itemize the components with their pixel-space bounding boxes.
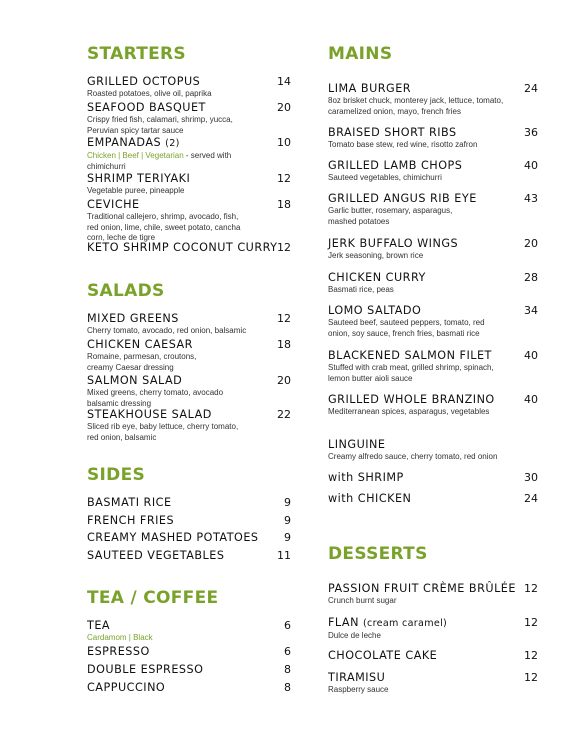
sides-title: SIDES — [87, 465, 146, 485]
item-description: Creamy alfredo sauce, cherry tomato, red onion — [328, 452, 498, 461]
menu-item — [87, 681, 291, 694]
item-description: Crispy fried fish, calamari, shrimp, yucca, — [87, 115, 233, 124]
menu-item — [87, 198, 291, 243]
item-description: corn, leche de tigre — [87, 233, 156, 243]
item-name — [328, 649, 538, 662]
menu-item — [87, 136, 291, 171]
item-description: creamy Caesar dressing — [87, 362, 174, 372]
item-name-text: MIXED GREENS — [87, 312, 179, 325]
item-name-text: JERK BUFFALO WINGS — [328, 237, 459, 250]
item-name — [328, 192, 538, 205]
item-name-text: BLACKENED SALMON FILET — [328, 349, 492, 362]
item-description: Basmati rice, peas — [328, 285, 394, 294]
item-description: Mediterranean spices, asparagus, vegetables — [328, 407, 490, 416]
menu-item — [328, 271, 538, 295]
item-description: red onion, lime, chile, sweet potato, cancha — [87, 222, 241, 232]
item-description: chimichurri — [87, 161, 126, 171]
item-options — [87, 633, 291, 643]
item-price: 14 — [277, 75, 291, 88]
item-name — [87, 514, 291, 527]
menu-item — [87, 374, 291, 408]
item-price: 11 — [277, 549, 291, 562]
item-description: Dulce de leche — [328, 631, 381, 640]
menu-item — [87, 338, 291, 372]
item-price: 6 — [284, 619, 291, 632]
item-price: 30 — [524, 471, 538, 484]
item-name-text: EMPANADAS — [87, 136, 162, 149]
item-description: Jerk seasoning, brown rice — [328, 251, 424, 260]
menu-item — [328, 82, 538, 116]
item-description: Tomato base stew, red wine, risotto zafron — [328, 140, 478, 149]
item-description: red onion, balsamic — [87, 432, 157, 442]
item-name — [328, 159, 538, 172]
salads-title: SALADS — [87, 281, 165, 301]
item-name — [87, 531, 291, 544]
item-name — [328, 492, 538, 505]
item-description: Sauteed beef, sauteed peppers, tomato, red — [328, 318, 485, 327]
menu-item — [328, 126, 538, 150]
item-name-text: SEAFOOD BASQUET — [87, 101, 206, 114]
item-name-text: LOMO SALTADO — [328, 304, 422, 317]
item-price: 12 — [277, 312, 291, 325]
menu-item — [87, 241, 291, 254]
mains-title: MAINS — [328, 44, 393, 64]
item-price: 12 — [524, 649, 538, 662]
menu-item — [87, 172, 291, 196]
item-name-text: BRAISED SHORT RIBS — [328, 126, 457, 139]
item-name — [328, 82, 538, 95]
item-price: 40 — [524, 159, 538, 172]
item-price: 18 — [277, 198, 291, 211]
menu-item — [87, 619, 291, 643]
item-name — [87, 136, 291, 150]
item-name-text: GRILLED WHOLE BRANZINO — [328, 393, 495, 406]
item-price: 22 — [277, 408, 291, 421]
item-description: Romaine, parmesan, croutons, — [87, 352, 197, 361]
item-name — [328, 237, 538, 250]
menu-item — [87, 531, 291, 544]
item-name-text: LIMA BURGER — [328, 82, 412, 95]
item-name — [87, 101, 291, 114]
item-price: 34 — [524, 304, 538, 317]
item-price: 9 — [284, 514, 291, 527]
item-qualifier: (2) — [165, 138, 180, 149]
item-options — [87, 151, 291, 161]
item-description: Raspberry sauce — [328, 685, 389, 694]
item-name — [328, 393, 538, 406]
menu-item — [328, 304, 538, 338]
item-description: Roasted potatoes, olive oil, paprika — [87, 89, 212, 98]
item-name — [328, 349, 538, 362]
item-name — [87, 312, 291, 325]
item-price: 9 — [284, 531, 291, 544]
item-price: 20 — [277, 101, 291, 114]
menu-item — [328, 671, 538, 695]
item-name-text: SALMON SALAD — [87, 374, 183, 387]
item-name — [328, 438, 538, 451]
desserts-title: DESSERTS — [328, 544, 428, 564]
menu-item — [328, 438, 538, 462]
item-name — [87, 408, 291, 421]
item-name-text: GRILLED LAMB CHOPS — [328, 159, 463, 172]
item-price: 12 — [277, 172, 291, 185]
item-price: 40 — [524, 349, 538, 362]
item-name-text: LINGUINE — [328, 438, 386, 451]
item-price: 10 — [277, 136, 291, 149]
item-name-text: with SHRIMP — [328, 471, 404, 484]
menu-item — [328, 237, 538, 261]
item-name-text: KETO SHRIMP COCONUT CURRY — [87, 241, 278, 254]
item-name-text: PASSION FRUIT CRÈME BRÛLÉE — [328, 582, 516, 595]
item-price: 8 — [284, 663, 291, 676]
item-name-text: TIRAMISU — [328, 671, 386, 684]
item-name — [328, 671, 538, 684]
item-price: 36 — [524, 126, 538, 139]
item-name — [328, 304, 538, 317]
item-description: Sliced rib eye, baby lettuce, cherry tomato, — [87, 422, 239, 431]
item-name — [87, 645, 291, 658]
item-name-text: BASMATI RICE — [87, 496, 172, 509]
item-price: 24 — [524, 82, 538, 95]
menu-item — [87, 549, 291, 562]
menu-item — [87, 663, 291, 676]
item-description: Traditional callejero, shrimp, avocado, fish, — [87, 212, 239, 221]
menu-item — [87, 312, 291, 336]
item-description: balsamic dressing — [87, 398, 152, 408]
item-name — [328, 616, 538, 630]
item-name — [328, 126, 538, 139]
item-price: 12 — [524, 616, 538, 629]
menu-item — [328, 192, 538, 226]
item-description: lemon butter aioli sauce — [328, 373, 413, 383]
item-name-text: CHICKEN CURRY — [328, 271, 426, 284]
menu-item — [328, 393, 538, 417]
item-description: Vegetable puree, pineapple — [87, 186, 185, 195]
item-price: 9 — [284, 496, 291, 509]
menu-item — [328, 471, 538, 484]
item-name-text: STEAKHOUSE SALAD — [87, 408, 212, 421]
item-name-text: SAUTEED VEGETABLES — [87, 549, 225, 562]
item-name — [328, 471, 538, 484]
item-name-text: GRILLED ANGUS RIB EYE — [328, 192, 477, 205]
item-price: 20 — [524, 237, 538, 250]
item-name-text: GRILLED OCTOPUS — [87, 75, 201, 88]
starters-title: STARTERS — [87, 44, 186, 64]
item-name-text: FRENCH FRIES — [87, 514, 175, 527]
item-name-text: SHRIMP TERIYAKI — [87, 172, 191, 185]
item-name-text: CAPPUCCINO — [87, 681, 166, 694]
item-name — [87, 241, 291, 254]
item-description: Peruvian spicy tartar sauce — [87, 125, 184, 135]
item-price: 18 — [277, 338, 291, 351]
item-name-text: CREAMY MASHED POTATOES — [87, 531, 259, 544]
item-description: Mixed greens, cherry tomato, avocado — [87, 388, 224, 397]
item-name-text: TEA — [87, 619, 111, 632]
menu-item — [87, 101, 291, 135]
menu-item — [87, 645, 291, 658]
item-name-text: CHOCOLATE CAKE — [328, 649, 438, 662]
item-name — [87, 496, 291, 509]
item-price: 28 — [524, 271, 538, 284]
item-name — [87, 681, 291, 694]
menu-item — [328, 492, 538, 505]
item-description: onion, soy sauce, french fries, basmati rice — [328, 328, 480, 338]
item-options-text: Cardamom | Black — [87, 633, 153, 642]
item-description: Garlic butter, rosemary, asparagus, — [328, 206, 453, 215]
item-name — [87, 338, 291, 351]
item-name — [87, 663, 291, 676]
item-name-text: CEVICHE — [87, 198, 140, 211]
item-name-text: ESPRESSO — [87, 645, 150, 658]
menu-item — [328, 349, 538, 383]
item-name-text: DOUBLE ESPRESSO — [87, 663, 204, 676]
item-options-suffix: - served with — [183, 151, 232, 160]
item-description: Crunch burnt sugar — [328, 596, 397, 605]
item-name-text: CHICKEN CAESAR — [87, 338, 193, 351]
menu-item — [87, 408, 291, 442]
menu-item — [328, 159, 538, 183]
item-description: caramelized onion, mayo, french fries — [328, 106, 461, 116]
menu-item — [87, 75, 291, 99]
item-description: Sauteed vegetables, chimichurri — [328, 173, 442, 182]
item-price: 8 — [284, 681, 291, 694]
item-description: 8oz brisket chuck, monterey jack, lettuce, tomato, — [328, 96, 504, 105]
menu-item — [328, 616, 538, 641]
item-price: 43 — [524, 192, 538, 205]
item-name — [87, 374, 291, 387]
tea-coffee-title: TEA / COFFEE — [87, 588, 219, 608]
item-price: 12 — [524, 582, 538, 595]
item-price: 12 — [277, 241, 291, 254]
item-description: Cherry tomato, avocado, red onion, balsamic — [87, 326, 247, 335]
menu-item — [328, 582, 538, 606]
item-name — [87, 172, 291, 185]
menu-item — [328, 649, 538, 662]
item-price: 12 — [524, 671, 538, 684]
item-price: 40 — [524, 393, 538, 406]
item-price: 24 — [524, 492, 538, 505]
menu-item — [87, 496, 291, 509]
item-description: Stuffed with crab meat, grilled shrimp, spinach, — [328, 363, 494, 372]
item-price: 6 — [284, 645, 291, 658]
item-name-text: FLAN — [328, 616, 359, 629]
item-name — [87, 75, 291, 88]
menu-item — [87, 514, 291, 527]
item-price: 20 — [277, 374, 291, 387]
item-name — [87, 619, 291, 632]
item-options-text: Chicken | Beef | Vegetarian — [87, 151, 184, 160]
item-name — [328, 582, 538, 595]
item-name — [87, 198, 291, 211]
item-name — [87, 549, 291, 562]
item-description: mashed potatoes — [328, 216, 390, 226]
item-name-text: with CHICKEN — [328, 492, 412, 505]
item-name — [328, 271, 538, 284]
item-qualifier: (cream caramel) — [363, 618, 448, 629]
